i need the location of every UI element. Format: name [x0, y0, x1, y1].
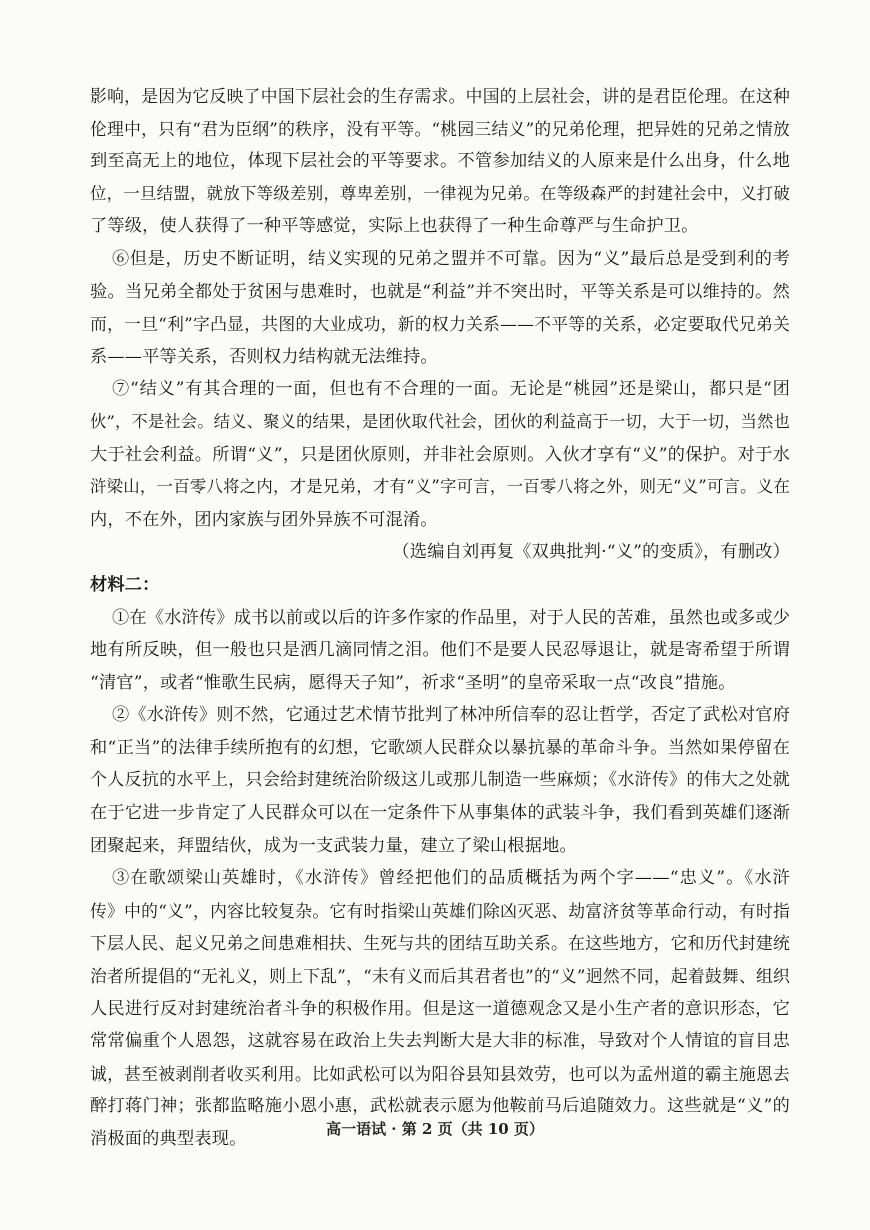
page-footer: 高一语试 · 第 2 页（共 10 页） [326, 1120, 544, 1138]
text-line: 醉打蒋门神；张都监略施小恩小惠，武松就表示愿为他鞍前马后追随效力。这些就是“义”的 [90, 1096, 790, 1117]
text-line: 了等级，使人获得了一种平等感觉，实际上也获得了一种生命尊严与生命护卫。 [90, 216, 699, 237]
text-line: 伦理中，只有“君为臣纲”的秩序，没有平等。“桃园三结义”的兄弟伦理，把异姓的兄弟之情放 [90, 118, 790, 139]
text-line: 和“正当”的法律手续所抱有的幻想，它歌颂人民群众以暴抗暴的革命斗争。当然如果停留在 [90, 737, 790, 758]
paragraph-3-start: ③在歌颂梁山英雄时，《水浒传》曾经把他们的品质概括为两个字——“忠义”。《水浒 [112, 868, 790, 889]
text-line: 团聚起来，拜盟结伙，成为一支武装力量，建立了梁山根据地。 [90, 835, 577, 856]
paragraph-7-start: ⑦“结义”有其合理的一面，但也有不合理的一面。无论是“桃园”还是梁山，都只是“团 [112, 379, 790, 400]
text-line: “清官”，或者“惟歌生民病，愿得天子知”，祈求“圣明”的皇帝采取一点“改良”措施。 [90, 672, 736, 693]
text-line: 治者所提倡的“无礼义，则上下乱”，“未有义而后其君者也”的“义”迥然不同，起着鼓舞、组织 [90, 966, 790, 987]
text-line: 大于社会利益。所谓“义”，只是团伙原则，并非社会原则。入伙才享有“义”的保护。对于水 [90, 444, 790, 465]
text-line: 伙”，不是社会。结义、聚义的结果，是团伙取代社会，团伙的利益高于一切，大于一切，当然也 [90, 411, 790, 431]
paragraph-6-start: ⑥但是，历史不断证明，结义实现的兄弟之盟并不可靠。因为“义”最后总是受到利的考 [112, 248, 790, 269]
paragraph-2-start: ②《水浒传》则不然，它通过艺术情节批判了林冲所信奉的忍让哲学，否定了武松对官府 [112, 705, 791, 726]
text-line: 消极面的典型表现。 [90, 1129, 247, 1149]
text-line: 系——平等关系，否则权力结构就无法维持。 [90, 346, 438, 367]
text-line: 传》中的“义”，内容比较复杂。它有时指梁山英雄们除凶灭恶、劫富济贫等革命行动，有时指 [90, 900, 790, 921]
text-line: 地有所反映，但一般也只是洒几滴同情之泪。他们不是要人民忍辱退让，就是寄希望于所谓 [90, 640, 790, 661]
text-line: 位，一旦结盟，就放下等级差别，尊卑差别，一律视为兄弟。在等级森严的封建社会中，义打破 [90, 183, 790, 203]
text-line: 验。当兄弟全都处于贫困与患难时，也就是“利益”并不突出时，平等关系是可以维持的。然 [90, 281, 790, 302]
text-line: 浒梁山，一百零八将之内，才是兄弟，才有“义”字可言，一百零八将之外，则无“义”可言。义在 [90, 477, 790, 497]
body-text [90, 80, 790, 1156]
source-citation: （选编自刘再复《双典批判·“义”的变质》，有删改） [392, 542, 790, 563]
text-line: 下层人民、起义兄弟之间患难相扶、生死与共的团结互助关系。在这些地方，它和历代封建统 [90, 933, 790, 954]
text-line: 在于它进一步肯定了人民群众可以在一定条件下从事集体的武装斗争，我们看到英雄们逐渐 [90, 803, 790, 824]
text-line: 影响，是因为它反映了中国下层社会的生存需求。中国的上层社会，讲的是君臣伦理。在这种 [90, 86, 790, 106]
text-line: 常常偏重个人恩怨，这就容易在政治上失去判断大是大非的标准，导致对个人情谊的盲目忠 [90, 1031, 790, 1052]
text-line: 人民进行反对封建统治者斗争的积极作用。但是这一道德观念又是小生产者的意识形态，它 [90, 998, 790, 1019]
text-line: 到至高无上的地位，体现下层社会的平等要求。不管参加结义的人原来是什么出身，什么地 [90, 151, 790, 172]
paragraph-1-start: ①在《水浒传》成书以前或以后的许多作家的作品里，对于人民的苦难，虽然也或多或少 [112, 607, 791, 628]
text-line: 诚，甚至被剥削者收买利用。比如武松可以为阳谷县知县效劳，也可以为孟州道的霸主施恩去 [90, 1063, 790, 1084]
text-line: 而，一旦“利”字凸显，共图的大业成功，新的权力关系——不平等的关系，必定要取代兄弟关 [90, 314, 790, 335]
material-two-heading: 材料二： [90, 574, 160, 595]
text-line: 个人反抗的水平上，只会给封建统治阶级这儿或那儿制造一些麻烦；《水浒传》的伟大之处就 [90, 770, 790, 791]
text-line: 内，不在外，团内家族与团外异族不可混淆。 [90, 509, 438, 530]
